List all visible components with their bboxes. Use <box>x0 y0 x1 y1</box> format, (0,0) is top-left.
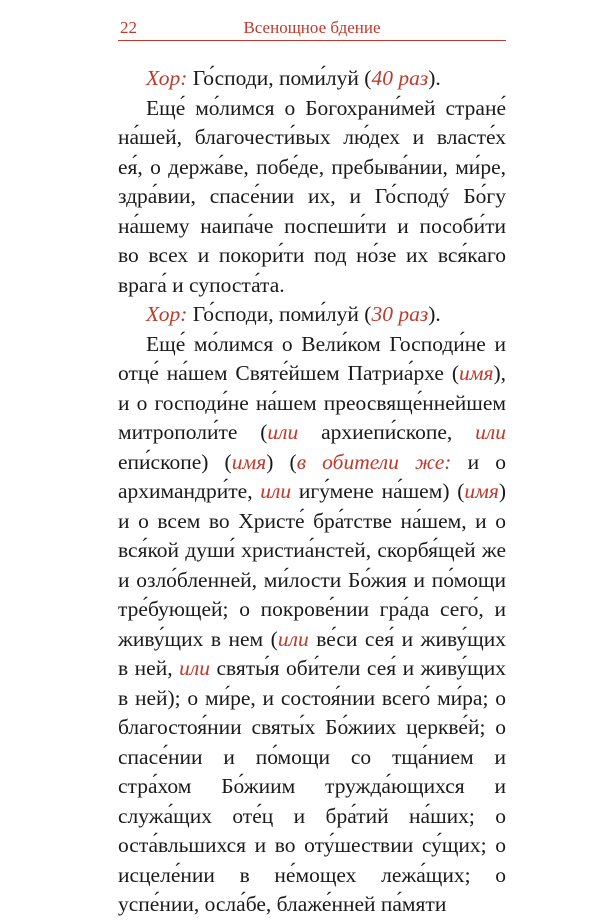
rubric-text: 40 раз <box>371 66 429 90</box>
body-text: Го́споди, поми́луй ( <box>187 66 372 90</box>
body-text: ). <box>428 302 441 326</box>
body-text: и о архимандри́те, <box>118 449 506 503</box>
rubric-text: имя <box>231 449 267 474</box>
rubric-text: или <box>277 626 309 651</box>
page-number: 22 <box>120 18 137 37</box>
rubric-text: имя <box>458 361 494 385</box>
body-text: архиепи́скопе, <box>298 420 476 444</box>
body-text: епи́скопе) ( <box>118 449 232 474</box>
rubric-text: в обители же: <box>296 449 452 474</box>
body-text: ), и о господи́не на́шем преосвяще́ннейшем митрополи́те ( <box>118 361 506 444</box>
body-text: ) и о всем во Христе́ бра́тстве на́шем, и о вся́кой души́ христиа́нстей, скорбя́щей же и озло́бленней, ми́лости Бо́жия и по́мощи тре́бующей; о покрове́нии гра́да сего́, и живу́щих в нем ( <box>118 479 506 651</box>
page-body <box>118 64 506 920</box>
rubric-text: или <box>475 420 506 444</box>
running-title: Всенощное бдение <box>243 18 381 37</box>
paragraph <box>118 64 506 94</box>
running-header <box>118 18 506 41</box>
rubric-text: Хор: <box>146 302 188 326</box>
body-text: ). <box>428 66 441 90</box>
body-text: ) ( <box>266 449 297 474</box>
rubric-text: или <box>267 420 299 444</box>
rubric-text: имя <box>464 479 499 503</box>
body-text: ве́си сея́ и живу́щих в ней, <box>118 626 506 680</box>
paragraph <box>118 94 506 301</box>
rubric-text: или <box>260 479 292 503</box>
body-text: Еще́ мо́лимся о Вели́ком Господи́не и отце́ на́шем Святе́йшем Патриа́рхе ( <box>118 331 506 385</box>
rubric-text: Хор: <box>146 66 188 90</box>
body-text: святы́я оби́тели сея́ и живу́щих в ней); о ми́ре, и состоя́нии всего́ ми́ра; о благостоя́нии святы́х Бо́жиих церкве́й; о спасе́нии и по́мощи со тща́нием и стра́хом Бо́жиим тружда́ющихся и служа́щих оте́ц и бра́тий на́ших; о оста́вльшихся и во оту́шествии су́щих; о исцеле́нии в не́мощех лежа́щих; о успе́нии, осла́бе, блаже́нней па́мяти <box>118 656 506 916</box>
paragraph <box>118 330 506 920</box>
body-text: Го́споди, поми́луй ( <box>187 302 372 326</box>
paragraph <box>118 300 506 330</box>
body-text: игу́мене на́шем) ( <box>291 479 465 503</box>
rubric-text: 30 раз <box>371 302 429 326</box>
body-text: Еще́ мо́лимся о Богохрани́мей стране́ на́шей, благочести́вых лю́дех и власте́х ея́, о держа́ве, побе́де, пребыва́нии, ми́ре, здра́вии, спасе́нии их, и Го́сподý Бо́гу на́шему наипа́че поспеши́ти и пособи́ти во всех и покори́ти под но́зе их вся́каго врага́ и супоста́та. <box>118 95 506 297</box>
rubric-text: или <box>179 656 210 680</box>
